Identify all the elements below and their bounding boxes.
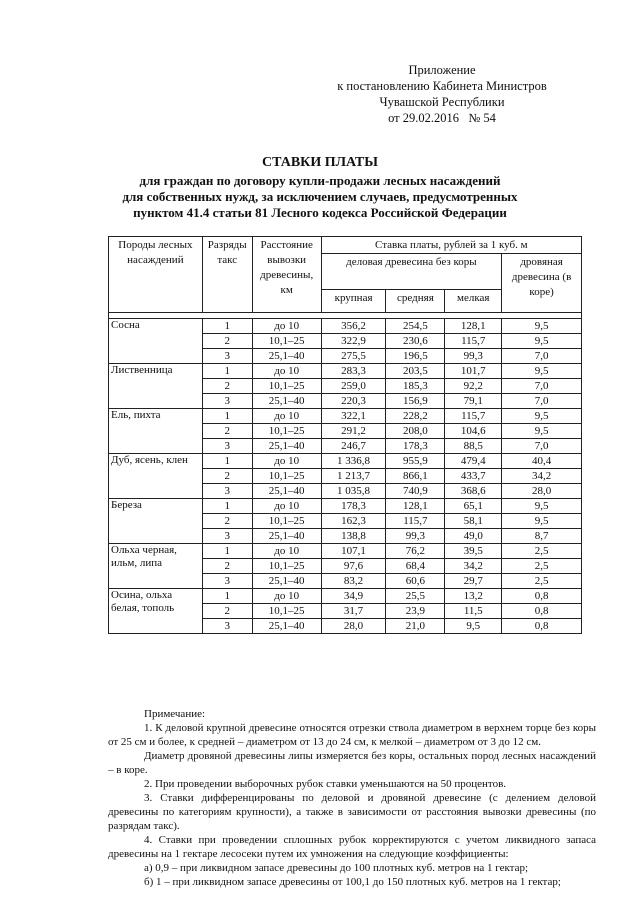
small-rate-cell: 88,5	[445, 439, 502, 454]
small-rate-cell: 115,7	[445, 409, 502, 424]
header-medium: средняя	[386, 289, 445, 313]
firewood-rate-cell: 2,5	[502, 574, 582, 589]
large-rate-cell: 138,8	[321, 529, 386, 544]
small-rate-cell: 65,1	[445, 499, 502, 514]
medium-rate-cell: 25,5	[386, 589, 445, 604]
species-cell: Сосна	[109, 319, 203, 364]
header-large: крупная	[321, 289, 386, 313]
firewood-rate-cell: 9,5	[502, 424, 582, 439]
distance-cell: 25,1–40	[252, 484, 321, 499]
distance-cell: 10,1–25	[252, 604, 321, 619]
distance-cell: 10,1–25	[252, 469, 321, 484]
distance-cell: до 10	[252, 319, 321, 334]
title-main: СТАВКИ ПЛАТЫ	[261, 155, 379, 170]
firewood-rate-cell: 34,2	[502, 469, 582, 484]
title-sub-1: для граждан по договору купли-продажи лесных насаждений	[139, 173, 501, 188]
note-2: 2. При проведении выборочных рубок ставки уменьшаются на 50 процентов.	[144, 778, 507, 790]
firewood-rate-cell: 9,5	[502, 334, 582, 349]
rank-cell: 1	[202, 319, 252, 334]
firewood-rate-cell: 0,8	[502, 589, 582, 604]
table-row	[109, 499, 582, 514]
small-rate-cell: 101,7	[445, 364, 502, 379]
firewood-rate-cell: 8,7	[502, 529, 582, 544]
rank-cell: 3	[202, 349, 252, 364]
appendix-republic: Чувашской Республики	[379, 95, 505, 109]
title-sub-2: для собственных нужд, за исключением случаев, предусмотренных	[122, 189, 518, 204]
large-rate-cell: 259,0	[321, 379, 386, 394]
distance-cell: до 10	[252, 589, 321, 604]
large-rate-cell: 1 035,8	[321, 484, 386, 499]
header-business-wood: деловая древесина без коры	[321, 254, 502, 290]
medium-rate-cell: 76,2	[386, 544, 445, 559]
large-rate-cell: 322,1	[321, 409, 386, 424]
large-rate-cell: 246,7	[321, 439, 386, 454]
firewood-rate-cell: 0,8	[502, 619, 582, 634]
large-rate-cell: 162,3	[321, 514, 386, 529]
table-row	[109, 454, 582, 469]
distance-cell: до 10	[252, 364, 321, 379]
small-rate-cell: 99,3	[445, 349, 502, 364]
small-rate-cell: 128,1	[445, 319, 502, 334]
medium-rate-cell: 178,3	[386, 439, 445, 454]
distance-cell: 10,1–25	[252, 379, 321, 394]
distance-cell: 25,1–40	[252, 349, 321, 364]
large-rate-cell: 356,2	[321, 319, 386, 334]
species-cell: Дуб, ясень, клен	[109, 454, 203, 499]
distance-cell: до 10	[252, 454, 321, 469]
rates-table-body	[109, 319, 582, 634]
medium-rate-cell: 115,7	[386, 514, 445, 529]
rank-cell: 1	[202, 364, 252, 379]
large-rate-cell: 322,9	[321, 334, 386, 349]
medium-rate-cell: 128,1	[386, 499, 445, 514]
large-rate-cell: 1 213,7	[321, 469, 386, 484]
note-4: 4. Ставки при проведении сплошных рубок корректируются с учетом ликвидного запаса древесины на 1 гектаре лесосеки путем их умножения на следующие коэффициенты:	[108, 834, 596, 860]
medium-rate-cell: 254,5	[386, 319, 445, 334]
small-rate-cell: 104,6	[445, 424, 502, 439]
firewood-rate-cell: 40,4	[502, 454, 582, 469]
firewood-rate-cell: 7,0	[502, 379, 582, 394]
rank-cell: 1	[202, 499, 252, 514]
large-rate-cell: 28,0	[321, 619, 386, 634]
distance-cell: 10,1–25	[252, 559, 321, 574]
large-rate-cell: 107,1	[321, 544, 386, 559]
firewood-rate-cell: 28,0	[502, 484, 582, 499]
distance-cell: 25,1–40	[252, 574, 321, 589]
appendix-date-number: от 29.02.2016 № 54	[388, 111, 496, 125]
firewood-rate-cell: 2,5	[502, 544, 582, 559]
medium-rate-cell: 228,2	[386, 409, 445, 424]
rank-cell: 2	[202, 469, 252, 484]
rank-cell: 2	[202, 559, 252, 574]
medium-rate-cell: 68,4	[386, 559, 445, 574]
firewood-rate-cell: 2,5	[502, 559, 582, 574]
note-4b: б) 1 – при ликвидном запасе древесины от 100,1 до 150 плотных куб. метров на 1 гектар;	[144, 876, 561, 888]
rank-cell: 3	[202, 394, 252, 409]
rank-cell: 3	[202, 484, 252, 499]
firewood-rate-cell: 9,5	[502, 319, 582, 334]
large-rate-cell: 283,3	[321, 364, 386, 379]
distance-cell: 25,1–40	[252, 439, 321, 454]
small-rate-cell: 49,0	[445, 529, 502, 544]
rank-cell: 3	[202, 439, 252, 454]
distance-cell: 25,1–40	[252, 529, 321, 544]
firewood-rate-cell: 7,0	[502, 394, 582, 409]
distance-cell: 10,1–25	[252, 334, 321, 349]
firewood-rate-cell: 7,0	[502, 349, 582, 364]
small-rate-cell: 79,1	[445, 394, 502, 409]
medium-rate-cell: 60,6	[386, 574, 445, 589]
header-rate: Ставка платы, рублей за 1 куб. м	[321, 237, 581, 254]
rank-cell: 1	[202, 589, 252, 604]
table-row	[109, 364, 582, 379]
species-cell: Осина, ольха белая, тополь	[109, 589, 203, 634]
notes-label: Примечание:	[144, 708, 206, 720]
distance-cell: 10,1–25	[252, 424, 321, 439]
rank-cell: 2	[202, 424, 252, 439]
rank-cell: 2	[202, 604, 252, 619]
distance-cell: до 10	[252, 409, 321, 424]
species-cell: Ель, пихта	[109, 409, 203, 454]
medium-rate-cell: 230,6	[386, 334, 445, 349]
firewood-rate-cell: 9,5	[502, 364, 582, 379]
appendix-label: Приложение	[408, 63, 476, 77]
medium-rate-cell: 23,9	[386, 604, 445, 619]
distance-cell: до 10	[252, 544, 321, 559]
small-rate-cell: 92,2	[445, 379, 502, 394]
small-rate-cell: 58,1	[445, 514, 502, 529]
large-rate-cell: 291,2	[321, 424, 386, 439]
medium-rate-cell: 955,9	[386, 454, 445, 469]
rank-cell: 3	[202, 619, 252, 634]
note-1-continued: Диаметр дровяной древесины липы измеряется без коры, остальных пород лесных насаждений – в коре.	[108, 750, 596, 776]
large-rate-cell: 1 336,8	[321, 454, 386, 469]
rank-cell: 1	[202, 544, 252, 559]
small-rate-cell: 13,2	[445, 589, 502, 604]
table-row	[109, 319, 582, 334]
rank-cell: 3	[202, 574, 252, 589]
large-rate-cell: 220,3	[321, 394, 386, 409]
small-rate-cell: 9,5	[445, 619, 502, 634]
large-rate-cell: 178,3	[321, 499, 386, 514]
small-rate-cell: 39,5	[445, 544, 502, 559]
small-rate-cell: 115,7	[445, 334, 502, 349]
small-rate-cell: 368,6	[445, 484, 502, 499]
distance-cell: 25,1–40	[252, 619, 321, 634]
medium-rate-cell: 21,0	[386, 619, 445, 634]
header-small: мелкая	[445, 289, 502, 313]
medium-rate-cell: 99,3	[386, 529, 445, 544]
firewood-rate-cell: 9,5	[502, 409, 582, 424]
firewood-rate-cell: 9,5	[502, 499, 582, 514]
distance-cell: 25,1–40	[252, 394, 321, 409]
header-species: Породы лесных насаждений	[109, 237, 203, 313]
note-3: 3. Ставки дифференцированы по деловой и дровяной древесине (с делением деловой древесины по категориям крупности), а также в зависимости от расстояния вывозки древесины (по разрядам такс).	[108, 792, 596, 832]
large-rate-cell: 34,9	[321, 589, 386, 604]
document-title	[0, 155, 640, 221]
rates-table	[108, 236, 582, 634]
header-distance: Расстояние вывозки древесины, км	[252, 237, 321, 313]
small-rate-cell: 479,4	[445, 454, 502, 469]
small-rate-cell: 29,7	[445, 574, 502, 589]
large-rate-cell: 83,2	[321, 574, 386, 589]
medium-rate-cell: 185,3	[386, 379, 445, 394]
rank-cell: 2	[202, 379, 252, 394]
rank-cell: 1	[202, 409, 252, 424]
note-1: 1. К деловой крупной древесине относятся отрезки ствола диаметром в верхнем торце без коры от 25 см и более, к средней – диаметром от 13 до 24 см, к мелкой – диаметром от 3 до 12 см.	[108, 722, 596, 748]
firewood-rate-cell: 9,5	[502, 514, 582, 529]
firewood-rate-cell: 0,8	[502, 604, 582, 619]
rank-cell: 2	[202, 334, 252, 349]
medium-rate-cell: 156,9	[386, 394, 445, 409]
table-row	[109, 589, 582, 604]
large-rate-cell: 31,7	[321, 604, 386, 619]
distance-cell: до 10	[252, 499, 321, 514]
rank-cell: 3	[202, 529, 252, 544]
large-rate-cell: 97,6	[321, 559, 386, 574]
table-row	[109, 409, 582, 424]
large-rate-cell: 275,5	[321, 349, 386, 364]
title-sub-3: пунктом 41.4 статьи 81 Лесного кодекса Российской Федерации	[133, 205, 507, 220]
distance-cell: 10,1–25	[252, 514, 321, 529]
appendix-resolution: к постановлению Кабинета Министров	[337, 79, 547, 93]
small-rate-cell: 11,5	[445, 604, 502, 619]
note-4a: а) 0,9 – при ликвидном запасе древесины до 100 плотных куб. метров на 1 гектар;	[144, 862, 529, 874]
rank-cell: 1	[202, 454, 252, 469]
rank-cell: 2	[202, 514, 252, 529]
medium-rate-cell: 203,5	[386, 364, 445, 379]
notes-section	[108, 707, 596, 889]
firewood-rate-cell: 7,0	[502, 439, 582, 454]
medium-rate-cell: 740,9	[386, 484, 445, 499]
species-cell: Ольха черная, ильм, липа	[109, 544, 203, 589]
species-cell: Лиственница	[109, 364, 203, 409]
medium-rate-cell: 208,0	[386, 424, 445, 439]
header-rank: Разряды такс	[202, 237, 252, 313]
header-firewood: дровяная древесина (в коре)	[502, 254, 582, 313]
small-rate-cell: 433,7	[445, 469, 502, 484]
appendix-header	[292, 62, 592, 126]
small-rate-cell: 34,2	[445, 559, 502, 574]
table-row	[109, 544, 582, 559]
medium-rate-cell: 196,5	[386, 349, 445, 364]
medium-rate-cell: 866,1	[386, 469, 445, 484]
species-cell: Береза	[109, 499, 203, 544]
